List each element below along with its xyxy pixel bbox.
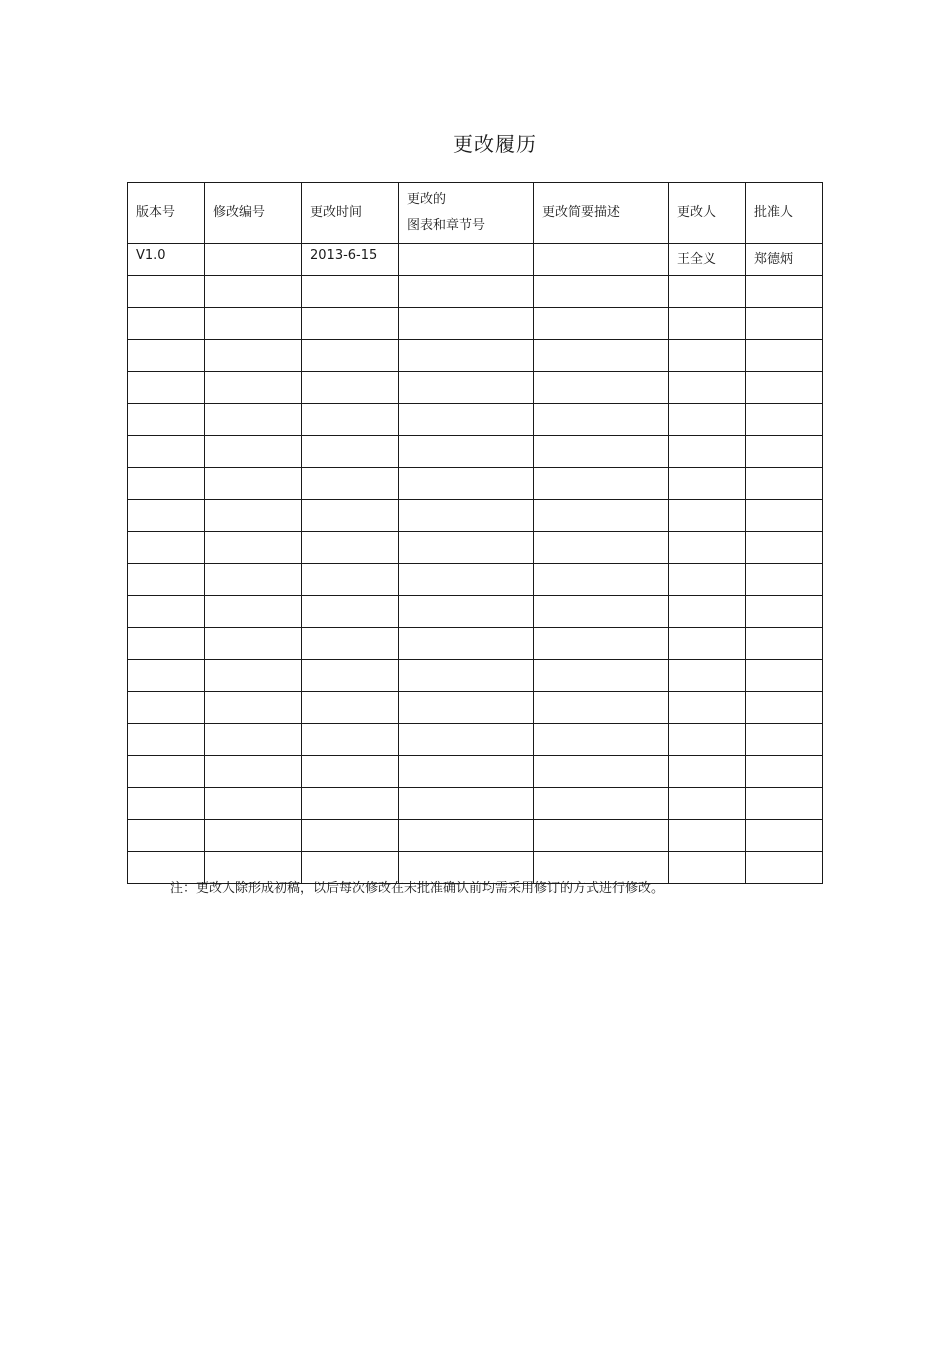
table-cell — [302, 820, 399, 852]
table-cell — [205, 500, 302, 532]
table-cell — [534, 436, 669, 468]
table-cell — [669, 468, 746, 500]
table-cell — [128, 564, 205, 596]
table-cell — [128, 308, 205, 340]
table-row — [128, 756, 823, 788]
table-cell — [302, 276, 399, 308]
table-cell — [669, 788, 746, 820]
table-cell — [399, 372, 534, 404]
table-cell — [128, 340, 205, 372]
table-cell — [205, 692, 302, 724]
table-cell — [534, 276, 669, 308]
table-cell — [205, 532, 302, 564]
table-cell — [534, 724, 669, 756]
table-cell — [205, 756, 302, 788]
table-row — [128, 468, 823, 500]
table-cell — [669, 340, 746, 372]
table-cell — [399, 628, 534, 660]
table-cell — [669, 596, 746, 628]
table-cell — [746, 852, 823, 884]
table-cell — [205, 404, 302, 436]
table-row — [128, 596, 823, 628]
table-cell: 王全义 — [669, 244, 746, 276]
table-cell — [399, 820, 534, 852]
table-cell — [399, 532, 534, 564]
table-cell — [205, 596, 302, 628]
table-cell — [205, 468, 302, 500]
header-label: 批准人 — [754, 205, 794, 220]
table-cell — [534, 404, 669, 436]
table-cell — [399, 276, 534, 308]
table-cell — [669, 308, 746, 340]
table-cell — [205, 820, 302, 852]
table-cell — [302, 692, 399, 724]
table-cell — [302, 596, 399, 628]
table-cell — [128, 404, 205, 436]
table-cell — [399, 692, 534, 724]
table-cell — [128, 820, 205, 852]
table-cell — [746, 436, 823, 468]
table-cell: 郑德炳 — [746, 244, 823, 276]
table-cell — [205, 660, 302, 692]
table-cell — [399, 724, 534, 756]
table-row — [128, 788, 823, 820]
table-cell: V1.0 — [128, 244, 205, 276]
table-cell — [205, 628, 302, 660]
approver-header — [746, 183, 823, 244]
table-cell — [128, 724, 205, 756]
header-label: 版本号 — [136, 205, 176, 220]
table-cell — [399, 660, 534, 692]
change-description-header — [534, 183, 669, 244]
table-cell — [534, 788, 669, 820]
table-cell — [669, 404, 746, 436]
table-cell — [534, 756, 669, 788]
table-cell — [669, 692, 746, 724]
table-cell — [669, 660, 746, 692]
table-cell — [534, 308, 669, 340]
table-cell — [534, 372, 669, 404]
table-cell — [669, 852, 746, 884]
table-cell — [205, 788, 302, 820]
table-cell — [399, 564, 534, 596]
table-cell — [746, 628, 823, 660]
table-cell — [746, 500, 823, 532]
table-cell — [746, 820, 823, 852]
table-cell — [746, 532, 823, 564]
table-cell — [302, 500, 399, 532]
table-cell — [746, 692, 823, 724]
table-cell — [302, 628, 399, 660]
table-cell — [746, 404, 823, 436]
changed-section-header — [399, 183, 534, 244]
table-cell — [399, 244, 534, 276]
table-cell — [669, 756, 746, 788]
change-number-header — [205, 183, 302, 244]
table-cell — [205, 724, 302, 756]
table-cell — [399, 308, 534, 340]
table-body — [128, 244, 823, 884]
page-title: 更改履历 — [453, 132, 537, 156]
changer-header — [669, 183, 746, 244]
table-cell — [128, 436, 205, 468]
table-cell — [534, 596, 669, 628]
table-cell — [205, 244, 302, 276]
table-cell — [205, 564, 302, 596]
table-row — [128, 532, 823, 564]
table-cell — [669, 372, 746, 404]
header-label: 更改的 — [407, 192, 447, 207]
table-cell — [302, 788, 399, 820]
table-cell — [534, 820, 669, 852]
table-row — [128, 500, 823, 532]
table-cell — [302, 308, 399, 340]
table-cell — [302, 372, 399, 404]
table-row — [128, 692, 823, 724]
table-cell — [399, 500, 534, 532]
table-cell — [399, 404, 534, 436]
table-row — [128, 564, 823, 596]
table-cell — [534, 692, 669, 724]
table-cell — [669, 820, 746, 852]
footnote: 注：更改人除形成初稿，以后每次修改在未批准确认前均需采用修订的方式进行修改。 — [170, 881, 665, 896]
table-cell — [746, 372, 823, 404]
table-cell — [669, 628, 746, 660]
header-label: 更改时间 — [310, 205, 363, 220]
table-cell — [128, 756, 205, 788]
table-cell — [399, 788, 534, 820]
table-cell — [399, 756, 534, 788]
table-row — [128, 660, 823, 692]
table-cell — [128, 596, 205, 628]
table-cell — [746, 340, 823, 372]
table-cell — [746, 596, 823, 628]
table-cell — [302, 756, 399, 788]
table-cell — [669, 436, 746, 468]
table-cell — [669, 564, 746, 596]
table-cell — [746, 724, 823, 756]
header-label: 图表和章节号 — [407, 218, 486, 233]
table-row — [128, 340, 823, 372]
table-cell — [302, 404, 399, 436]
table-cell — [399, 596, 534, 628]
table-cell — [669, 500, 746, 532]
table-cell — [746, 308, 823, 340]
table-cell — [746, 660, 823, 692]
table-cell — [128, 276, 205, 308]
table-cell — [302, 468, 399, 500]
table-cell — [669, 724, 746, 756]
table-row — [128, 436, 823, 468]
header-label: 修改编号 — [213, 205, 266, 220]
table-row — [128, 404, 823, 436]
table-cell — [399, 468, 534, 500]
table-cell — [746, 564, 823, 596]
table-cell — [534, 340, 669, 372]
table-cell — [128, 788, 205, 820]
table-cell — [399, 436, 534, 468]
table-cell — [128, 468, 205, 500]
table-cell — [746, 788, 823, 820]
table-row — [128, 244, 823, 276]
table-cell — [128, 628, 205, 660]
table-cell — [302, 532, 399, 564]
change-time-header — [302, 183, 399, 244]
version-header — [128, 183, 205, 244]
table-cell — [205, 436, 302, 468]
table-cell — [534, 564, 669, 596]
table-cell — [302, 660, 399, 692]
table-cell — [205, 276, 302, 308]
table-cell — [534, 244, 669, 276]
table-cell — [302, 724, 399, 756]
header-row — [128, 183, 823, 244]
table-row — [128, 628, 823, 660]
table-cell: 2013-6-15 — [302, 244, 399, 276]
change-history-table — [127, 182, 823, 884]
table-cell — [205, 340, 302, 372]
table-row — [128, 724, 823, 756]
table-cell — [669, 532, 746, 564]
table-row — [128, 372, 823, 404]
header-label: 更改简要描述 — [542, 205, 621, 220]
table-cell — [534, 628, 669, 660]
table-cell — [302, 340, 399, 372]
table-row — [128, 308, 823, 340]
table-cell — [302, 564, 399, 596]
table-cell — [746, 756, 823, 788]
table-cell — [534, 500, 669, 532]
table-cell — [746, 276, 823, 308]
table-cell — [534, 468, 669, 500]
header-label: 更改人 — [677, 205, 717, 220]
table-row — [128, 276, 823, 308]
table-cell — [399, 340, 534, 372]
table-cell — [534, 532, 669, 564]
table-cell — [128, 372, 205, 404]
table-cell — [205, 308, 302, 340]
table-cell — [128, 692, 205, 724]
table-cell — [534, 660, 669, 692]
table-cell — [128, 500, 205, 532]
table-cell — [128, 660, 205, 692]
table-row — [128, 820, 823, 852]
table-cell — [205, 372, 302, 404]
table-cell — [302, 436, 399, 468]
table-cell — [746, 468, 823, 500]
table-cell — [669, 276, 746, 308]
table-cell — [128, 532, 205, 564]
